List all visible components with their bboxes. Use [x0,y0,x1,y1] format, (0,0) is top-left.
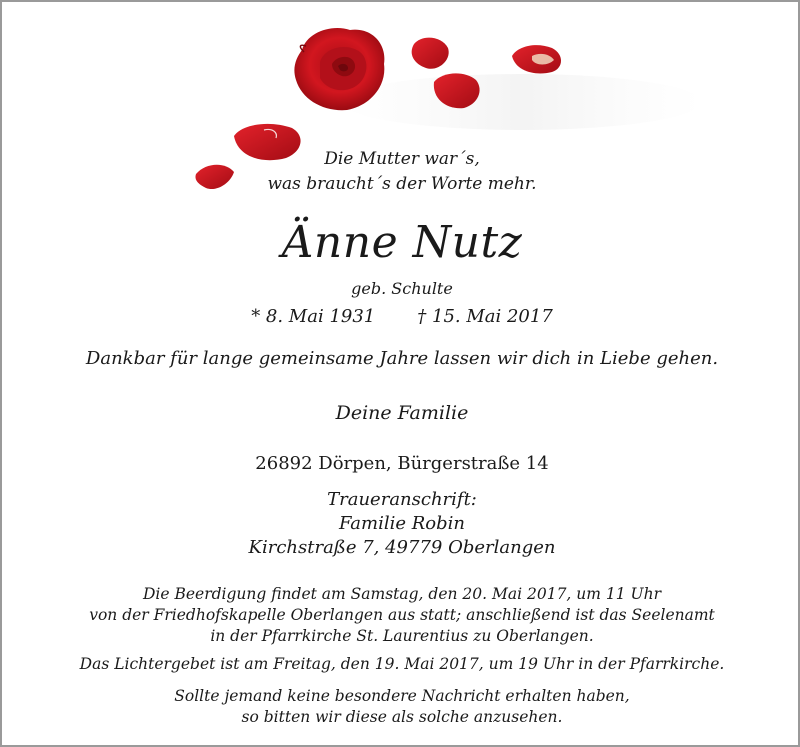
thanks-text: Dankbar für lange gemeinsame Jahre lassen wir dich in Liebe gehen. [85,348,719,369]
petal-2 [412,38,449,69]
life-dates [2,304,800,330]
mourning-address-name: Familie Robin [339,513,465,534]
quote-line-2: was braucht´s der Worte mehr. [267,174,537,194]
death-date: † 15. Mai 2017 [417,306,553,327]
mourning-address [2,488,800,560]
notice-line-2: so bitten wir diese als solche anzusehen. [241,708,563,726]
signature: Deine Familie [335,402,469,424]
mourning-address-street: Kirchstraße 7, 49779 Oberlangen [248,537,556,558]
funeral-info [2,584,800,647]
notice-line-1: Sollte jemand keine besondere Nachricht erhalten haben, [174,687,630,705]
maiden-name: geb. Schulte [351,279,453,298]
notice [2,686,800,728]
mourning-address-label: Traueranschrift: [327,489,477,510]
prayer-info: Das Lichtergebet ist am Freitag, den 19. Mai 2017, um 19 Uhr in der Pfarrkirche. [79,655,725,673]
quote [2,147,800,197]
deceased-name: Änne Nutz [281,217,523,268]
quote-line-1: Die Mutter war´s, [324,149,480,169]
funeral-line-3: in der Pfarrkirche St. Laurentius zu Oberlangen. [210,627,594,645]
rose-icon [294,28,384,110]
birth-date: * 8. Mai 1931 [251,306,376,327]
address: 26892 Dörpen, Bürgerstraße 14 [255,453,549,474]
funeral-line-2: von der Friedhofskapelle Oberlangen aus statt; anschließend ist das Seelenamt [89,606,715,624]
funeral-line-1: Die Beerdigung findet am Samstag, den 20. Mai 2017, um 11 Uhr [142,585,662,603]
